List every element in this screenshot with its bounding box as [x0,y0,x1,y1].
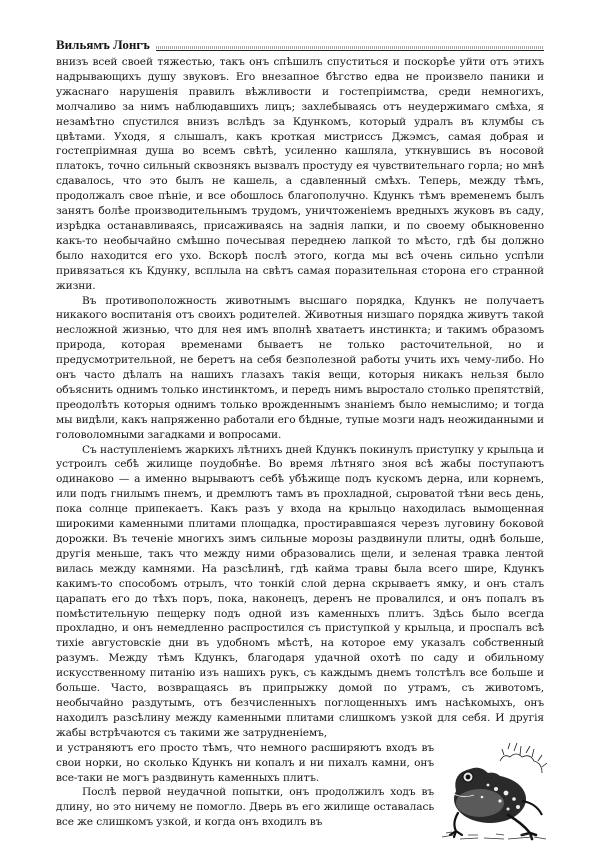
running-title: Вильямъ Лонгъ [56,37,156,52]
body-text [56,55,544,845]
paragraph-continued: внизъ всей своей тяжестью, такъ онъ спѣшилъ спуститься и поскорѣе уйти отъ этихъ надрывающихъ душу звуковъ. Его внезапное бѣгство едва не произвело паники и ужаснаго нарушенія правилъ вѣжливости и гостепріимства, среди немногихъ, молчаливо за нимъ наблюдавшихъ лицъ; захлебываясь отъ неудержимаго смѣха, я незамѣтно спустился внизъ вслѣдъ за Кдункомъ, который удралъ въ клумбы съ цвѣтами. Уходя, я слышалъ, какъ кроткая мистриссъ Джэмсъ, самая добрая и гостепріимная душа во всемъ свѣтѣ, усиленно кашляла, уткнувшись въ носовой платокъ, точно сильный сквознякъ вызвалъ простуду ея чувствительнаго горла; но мнѣ сдавалось, что это былъ не кашель, а сдавленный смѣхъ. Теперь, между тѣмъ, продолжалъ свое пѣніе, и все обошлось благополучно. Кдункъ тѣмъ временемъ былъ занятъ болѣе производительнымъ трудомъ, уничтоженіемъ вредныхъ жуковъ въ саду, изрѣдка останавливаясь, присаживаясь на заднія лапки, и по своему обыкновенно какъ-то необычайно смѣшно почесывая переднею лапкой то мѣсто, гдѣ бы должно было находится его ухо. Вскорѣ послѣ этого, когда мы всѣ очень сильно успѣли привязаться къ Кдунку, всплыла на свѣтъ самая поразительная сторона его странной жизни. [56,56,544,292]
paragraph: Послѣ первой неудачной попытки, онъ продолжилъ ходъ въ длину, но это ничему не помогло. Дверь въ его жилище оставалась все же слишкомъ узкой, и когда онъ входилъ въ [56,786,434,829]
paragraph-continued: и устраняютъ его просто тѣмъ, что немного расширяютъ входъ въ свои норки, но сколько Кдункъ ни копалъ и ни пихалъ камни, онъ все-таки не могъ раздвинуть каменныхъ плитъ. [56,741,434,784]
toad-drawing-icon [438,741,550,843]
paragraph: Съ наступленіемъ жаркихъ лѣтнихъ дней Кдункъ покинулъ приступку у крыльца и устроилъ себѣ жилище поудобнѣе. Во время лѣтняго зноя всѣ жабы поступаютъ одинаково — а именно вырываютъ себѣ убѣжище подъ кускомъ дерна, или корнемъ, или подъ гнилымъ пнемъ, и дремлютъ тамъ въ прохладной, сыроватой тѣни весь день, пока солнце припекаетъ. Какъ разъ у входа на крыльцо находилась вымощенная широкими каменными плитами площадка, простиравшаяся черезъ луговину боковой дорожки. Въ теченіе многихъ зимъ сильные морозы раздвинули плиты, однѣ больше, другія меньше, такъ что между ними образовались щели, и зеленая травка лентой вилась между камнями. На разсѣлинѣ, гдѣ кайма травы была всего шире, Кдункъ какимъ-то способомъ отрылъ, что тонкій слой дерна скрываетъ ямку, и онъ сталъ царапать его до тѣхъ поръ, пока, наконецъ, деренъ не провалился, и онъ попалъ въ помѣстительную пещерку подъ одной изъ каменныхъ плитъ. Здѣсь было всегда прохладно, и онъ немедленно распростился съ приступкой у крыльца, и проспалъ всѣ тихіе августовскіе дни въ удобномъ мѣстѣ, на которое ему указалъ собственный разумъ. Между тѣмъ Кдункъ, благодаря удачной охотѣ по саду и обильному искусственному питанію изъ нашихъ рукъ, съ каждымъ днемъ толстѣлъ все больше и больше. Часто, возвращаясь въ припрыжку домой по утрамъ, съ животомъ, необычайно раздутымъ, отъ безчисленныхъ поглощенныхъ имъ насѣкомыхъ, онъ находилъ разсѣлину между каменными плитами слишкомъ узкой для себя. И другія жабы встрѣчаются съ такими же затрудненіемъ, [56,443,544,739]
paragraph: Въ противоположность животнымъ высшаго порядка, Кдункъ не получаетъ никакого воспитанія отъ своихъ родителей. Животныя низшаго порядка живутъ такой несложной жизнью, что для нея имъ вполнѣ хватаетъ инстинкта; и такимъ образомъ природа, которая временами бываетъ не только расточительной, но и предусмотрительной, не беретъ на себя безполезной работы учить ихъ чему-либо. Но онъ часто дѣлалъ на нашихъ глазахъ такія вещи, которыя никакъ нельзя было объяснить однимъ только инстинктомъ, и передъ нимъ выростало столько препятствій, преодолѣть которыя однимъ только врожденнымъ знаніемъ было немыслимо; и тогда мы видѣли, какъ напряженно работали его бѣдные, тупые мозги надъ неожиданными и головоломными загадками и вопросами. [56,294,544,441]
toad-illustration [438,741,550,843]
running-header [56,34,544,51]
